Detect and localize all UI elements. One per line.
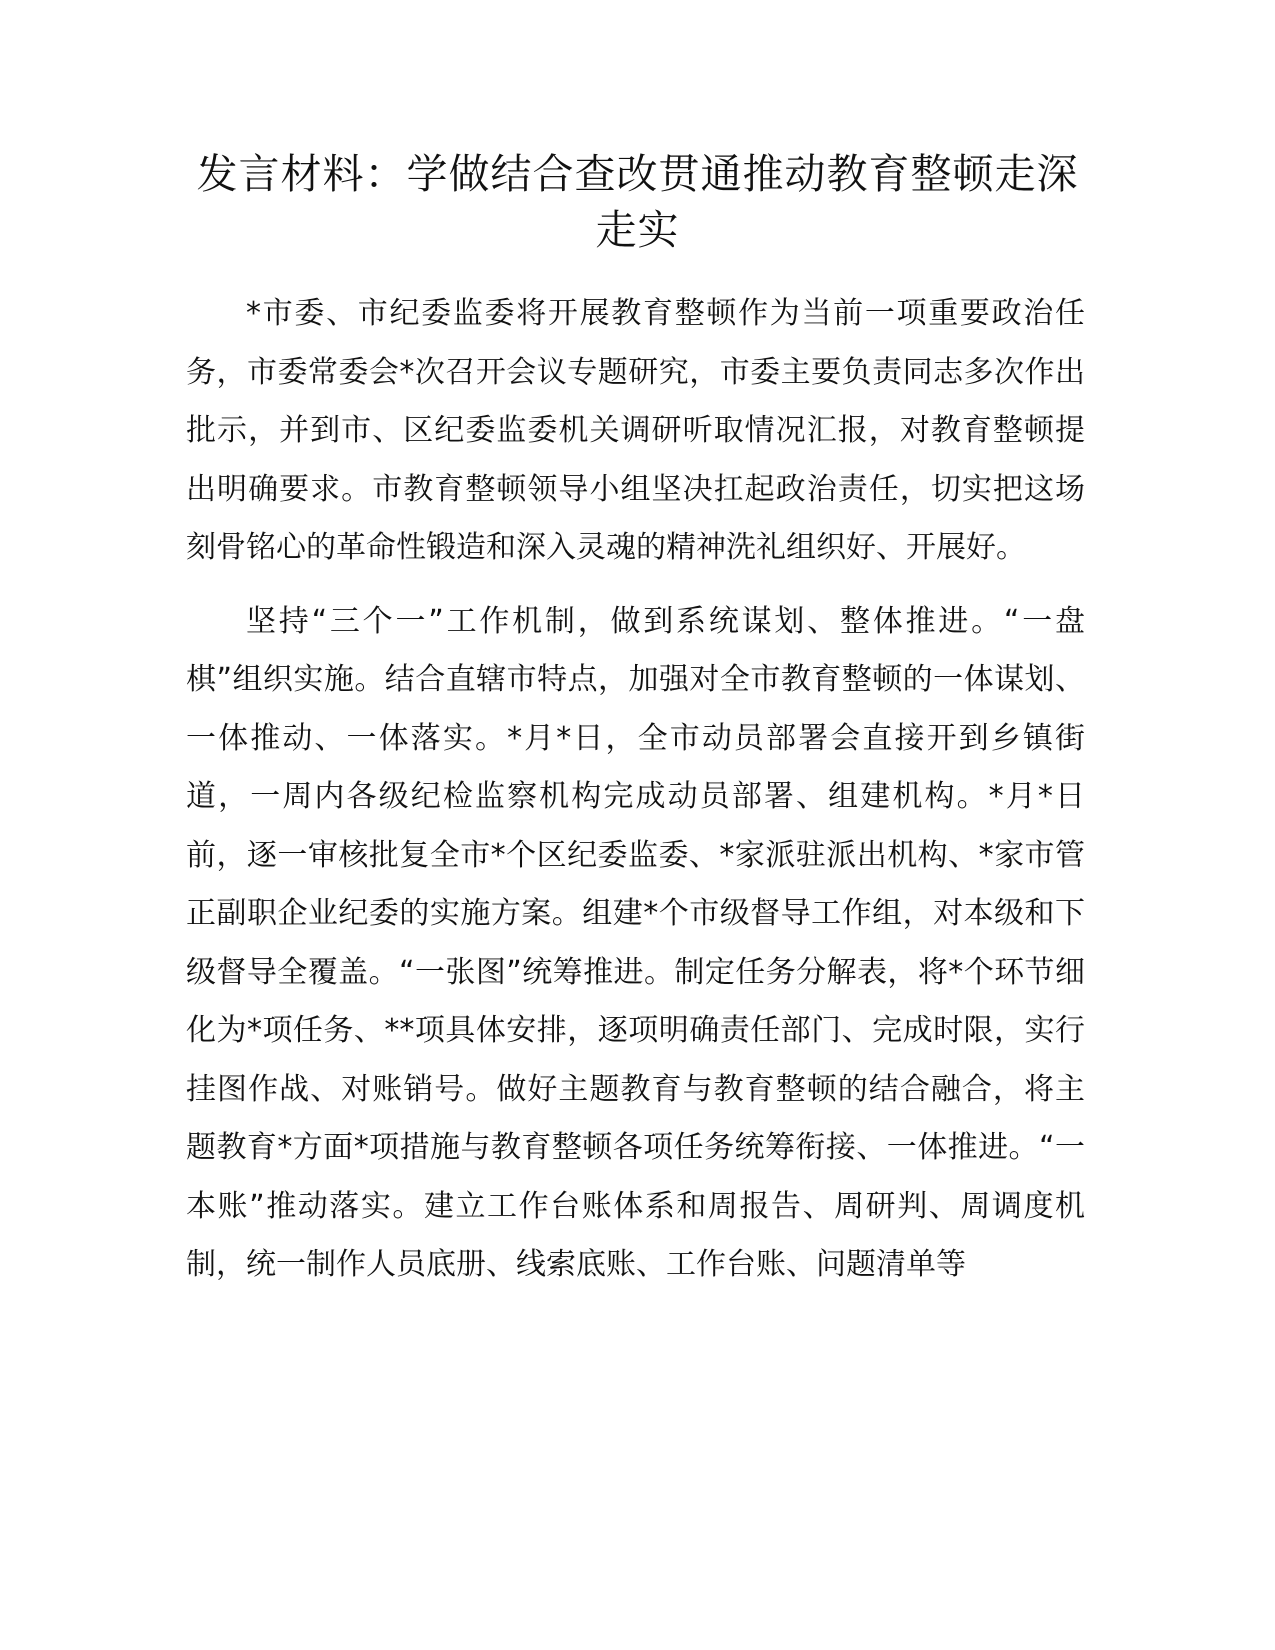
paragraph-2: 坚持“三个一”工作机制，做到系统谋划、整体推进。“一盘棋”组织实施。结合直辖市特点，加强对全市教育整顿的一体谋划、一体推动、一体落实。*月*日，全市动员部署会直接开到乡镇街道，一周内各级纪检监察机构完成动员部署、组建机构。*月*日前，逐一审核批复全市*个区纪委监委、*家派驻派出机构、*家市管正副职企业纪委的实施方案。组建*个市级督导工作组，对本级和下级督导全覆盖。“一张图”统筹推进。制定任务分解表，将*个环节细化为*项任务、**项具体安排，逐项明确责任部门、完成时限，实行挂图作战、对账销号。做好主题教育与教育整顿的结合融合，将主题教育*方面*项措施与教育整顿各项任务统筹衔接、一体推进。“一本账”推动落实。建立工作台账体系和周报告、周研判、周调度机制，统一制作人员底册、线索底账、工作台账、问题清单等 (186, 603, 1085, 1282)
document-body (186, 285, 1085, 1295)
paragraph-1: *市委、市纪委监委将开展教育整顿作为当前一项重要政治任务，市委常委会*次召开会议专题研究，市委主要负责同志多次作出批示，并到市、区纪委监委机关调研听取情况汇报，对教育整顿提出明确要求。市教育整顿领导小组坚决扛起政治责任，切实把这场刻骨铭心的革命性锻造和深入灵魂的精神洗礼组织好、开展好。 (186, 296, 1085, 565)
document-title: 发言材料：学做结合查改贯通推动教育整顿走深走实 (196, 150, 1079, 254)
